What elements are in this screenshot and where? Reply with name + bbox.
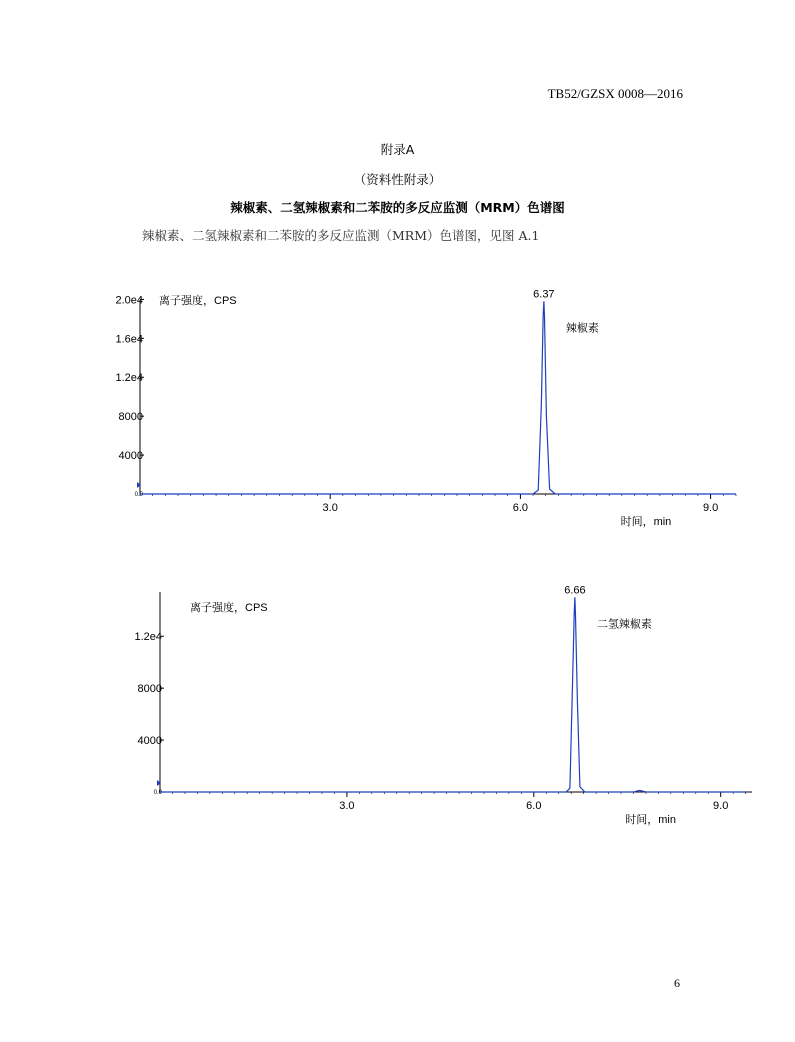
x-tick-label: 9.0 — [713, 800, 729, 812]
peak-retention-label: 6.37 — [533, 288, 555, 301]
y-tick-label: 8000 — [118, 411, 143, 424]
peak-retention-label: 6.66 — [564, 584, 586, 597]
y-tick-label: 0.0 — [134, 492, 143, 498]
series-line — [140, 301, 736, 494]
y-axis-label: 离子强度，CPS — [190, 602, 268, 614]
x-tick-label: 3.0 — [339, 800, 355, 812]
x-tick-label: 3.0 — [322, 502, 338, 514]
y-tick-label: 2.0e4 — [115, 294, 143, 307]
document-code: TB52/GZSX 0008—2016 — [547, 86, 683, 101]
x-tick-label: 6.0 — [512, 502, 529, 514]
y-tick-label: 8000 — [137, 683, 162, 696]
y-axis-label: 离子强度，CPS — [159, 295, 237, 307]
y-tick-label: 1.2e4 — [134, 631, 162, 644]
chromatogram-capsaicin — [0, 280, 795, 540]
x-tick-label: 6.0 — [526, 800, 542, 812]
x-tick-label: 9.0 — [702, 502, 719, 514]
appendix-title: 辣椒素、二氢辣椒素和二苯胺的多反应监测（MRM）色谱图 — [230, 200, 565, 215]
y-tick-label: 1.2e4 — [115, 372, 143, 385]
appendix-note: （资料性附录） — [353, 172, 442, 187]
intro-paragraph: 辣椒素、二氢辣椒素和二苯胺的多反应监测（MRM）色谱图，见图 A.1 — [142, 228, 540, 243]
appendix-label: 附录A — [380, 142, 415, 157]
y-tick-label: 1.6e4 — [115, 333, 143, 346]
series-line — [160, 597, 746, 792]
y-tick-label: 4000 — [137, 735, 162, 748]
chromatogram-dihydrocapsaicin — [0, 580, 795, 840]
y-tick-label: 4000 — [118, 450, 143, 463]
page-number: 6 — [674, 976, 680, 990]
x-axis-label: 时间，min — [625, 814, 676, 826]
compound-label: 辣椒素 — [565, 322, 599, 335]
y-tick-label: 0.0 — [153, 790, 162, 796]
x-axis-label: 时间，min — [620, 516, 672, 528]
compound-label: 二氢辣椒素 — [596, 618, 652, 631]
